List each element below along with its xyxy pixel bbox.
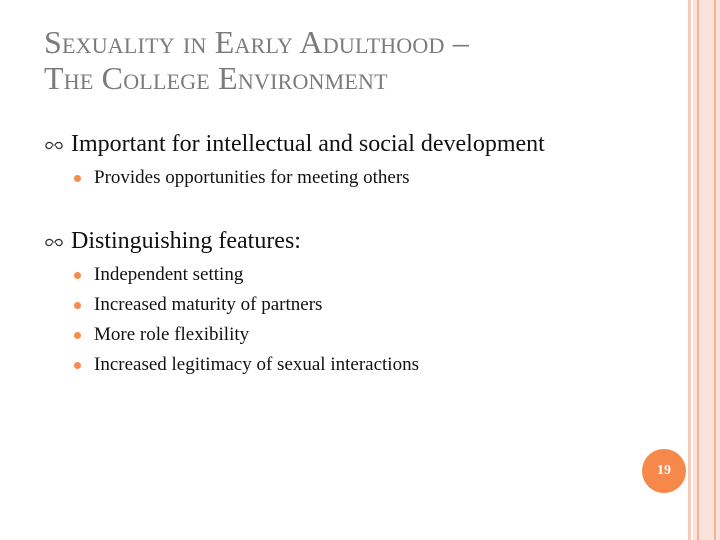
- sub-bullet-item: [44, 163, 664, 193]
- slide-title-line-2: The College Environment: [44, 60, 388, 96]
- bullet-text: Distinguishing features:: [71, 228, 301, 254]
- bullet-text: Important for intellectual and social development: [71, 131, 545, 157]
- page-number: 19: [657, 463, 671, 478]
- sub-bullet-item: [44, 350, 664, 380]
- sub-bullet-item: [44, 260, 664, 290]
- decorative-stripe: [714, 0, 716, 540]
- page-number-badge: [642, 449, 686, 493]
- orange-dot-icon: [74, 362, 81, 369]
- sub-bullet-text: Increased legitimacy of sexual interactions: [94, 354, 419, 375]
- bullet-item: [44, 130, 664, 159]
- orange-dot-icon: [74, 175, 81, 182]
- slide-title: [44, 24, 664, 96]
- sub-bullet-text: More role flexibility: [94, 324, 250, 345]
- sub-bullet-text: Independent setting: [94, 264, 244, 285]
- sub-bullet-item: [44, 290, 664, 320]
- orange-dot-icon: [74, 332, 81, 339]
- orange-dot-icon: [74, 302, 81, 309]
- sub-bullet-text: Increased maturity of partners: [94, 294, 323, 315]
- decorative-stripe: [697, 0, 699, 540]
- slide-body: [44, 130, 664, 380]
- sub-bullet-text: Provides opportunities for meeting others: [94, 167, 410, 188]
- slide-title-line-1: Sexuality in Early Adulthood –: [44, 24, 469, 60]
- orange-dot-icon: [74, 272, 81, 279]
- swirl-bullet-icon: [44, 139, 64, 153]
- bullet-item: [44, 227, 664, 256]
- sub-bullet-item: [44, 320, 664, 350]
- swirl-bullet-icon: [44, 236, 64, 250]
